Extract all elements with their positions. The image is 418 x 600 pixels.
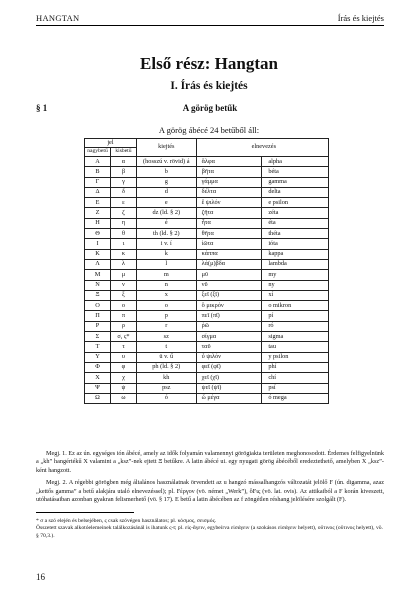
greek-name-cell: ἰῶτα bbox=[196, 239, 262, 249]
capital-letter-cell: Ζ bbox=[85, 208, 111, 218]
small-letter-cell: φ bbox=[110, 362, 136, 372]
table-row bbox=[85, 249, 329, 259]
capital-letter-cell: Δ bbox=[85, 187, 111, 197]
capital-letter-cell: Φ bbox=[85, 362, 111, 372]
pronunciation-cell: kh bbox=[136, 373, 196, 383]
small-letter-cell: ν bbox=[110, 280, 136, 290]
table-row bbox=[85, 373, 329, 383]
table-row bbox=[85, 393, 329, 403]
table-row bbox=[85, 383, 329, 393]
header-jel: jel bbox=[85, 139, 137, 148]
capital-letter-cell: Ξ bbox=[85, 290, 111, 300]
small-letter-cell: ζ bbox=[110, 208, 136, 218]
pronunciation-cell: k bbox=[136, 249, 196, 259]
greek-name-cell: χεῖ (χῖ) bbox=[196, 373, 262, 383]
section-title: A görög betűk bbox=[182, 103, 238, 113]
transliterated-name-cell: phí bbox=[262, 362, 329, 372]
table-row bbox=[85, 362, 329, 372]
transliterated-name-cell: chí bbox=[262, 373, 329, 383]
greek-name-cell: σίγμα bbox=[196, 332, 262, 342]
capital-letter-cell: Σ bbox=[85, 332, 111, 342]
capital-letter-cell: Ν bbox=[85, 280, 111, 290]
small-letter-cell: ι bbox=[110, 239, 136, 249]
pronunciation-cell: l bbox=[136, 259, 196, 269]
table-row bbox=[85, 229, 329, 239]
pronunciation-cell: é bbox=[136, 218, 196, 228]
transliterated-name-cell: my bbox=[262, 270, 329, 280]
transliterated-name-cell: psí bbox=[262, 383, 329, 393]
header-elnevezes: elnevezés bbox=[196, 139, 328, 157]
table-row bbox=[85, 239, 329, 249]
capital-letter-cell: Χ bbox=[85, 373, 111, 383]
transliterated-name-cell: théta bbox=[262, 229, 329, 239]
greek-name-cell: ἒ ψιλόν bbox=[196, 198, 262, 208]
header-right: Írás és kiejtés bbox=[337, 13, 384, 23]
small-letter-cell: ο bbox=[110, 301, 136, 311]
table-intro: A görög ábécé 24 betűből áll: bbox=[158, 125, 260, 135]
note-2: Megj. 2. A régebbi görögben még általános használatnak örvendett az u hangzó mássalhangzós változatát jelölő Ϝ (ún. digamma, azaz „kettős gamma” a betű alakjára utaló elnevezéssel); pl. Ϝέργον (vö. német „Werk”), ὄϜις (vö. lat. ovis). Az attikaiból a Ϝ korán kiveszett, utóhatásaiban azonban gyakran felismerhető (vö. § 17). E betű a latin ábécében az f zöngétlen réshang jelölésére szolgált (F). bbox=[36, 479, 384, 504]
capital-letter-cell: Ω bbox=[85, 393, 111, 403]
pronunciation-cell: ó bbox=[136, 393, 196, 403]
small-letter-cell: κ bbox=[110, 249, 136, 259]
pronunciation-cell: (hosszú v. rövid) á bbox=[136, 157, 196, 167]
small-letter-cell: λ bbox=[110, 259, 136, 269]
table-row bbox=[85, 157, 329, 167]
pronunciation-cell: n bbox=[136, 280, 196, 290]
part-title: Első rész: Hangtan bbox=[140, 54, 278, 73]
header-left: HANGTAN bbox=[36, 13, 80, 23]
small-letter-cell: χ bbox=[110, 373, 136, 383]
small-letter-cell: ε bbox=[110, 198, 136, 208]
transliterated-name-cell: y psilon bbox=[262, 352, 329, 362]
table-row bbox=[85, 270, 329, 280]
greek-name-cell: βῆτα bbox=[196, 167, 262, 177]
greek-name-cell: ἄλφα bbox=[196, 157, 262, 167]
table-row bbox=[85, 208, 329, 218]
pronunciation-cell: th (ld. § 2) bbox=[136, 229, 196, 239]
pronunciation-cell: g bbox=[136, 177, 196, 187]
greek-name-cell: ταῦ bbox=[196, 342, 262, 352]
capital-letter-cell: Β bbox=[85, 167, 111, 177]
small-letter-cell: υ bbox=[110, 352, 136, 362]
capital-letter-cell: Ε bbox=[85, 198, 111, 208]
pronunciation-cell: ü v. ű bbox=[136, 352, 196, 362]
footnote bbox=[36, 518, 384, 540]
greek-name-cell: ἦτα bbox=[196, 218, 262, 228]
transliterated-name-cell: ny bbox=[262, 280, 329, 290]
page-number: 16 bbox=[36, 572, 45, 582]
transliterated-name-cell: zéta bbox=[262, 208, 329, 218]
capital-letter-cell: Ο bbox=[85, 301, 111, 311]
pronunciation-cell: d bbox=[136, 187, 196, 197]
transliterated-name-cell: ióta bbox=[262, 239, 329, 249]
greek-name-cell: ξεῖ (ξῖ) bbox=[196, 290, 262, 300]
greek-name-cell: ῥῶ bbox=[196, 321, 262, 331]
transliterated-name-cell: alpha bbox=[262, 157, 329, 167]
header-kiejtes: kiejtés bbox=[136, 139, 196, 157]
pronunciation-cell: r bbox=[136, 321, 196, 331]
notes bbox=[36, 450, 384, 508]
capital-letter-cell: Θ bbox=[85, 229, 111, 239]
pronunciation-cell: x bbox=[136, 290, 196, 300]
capital-letter-cell: Ι bbox=[85, 239, 111, 249]
header-kisbetu: kisbetű bbox=[110, 148, 136, 157]
table-row bbox=[85, 301, 329, 311]
running-header bbox=[36, 12, 384, 26]
table-row bbox=[85, 311, 329, 321]
small-letter-cell: π bbox=[110, 311, 136, 321]
header-nagybetu: nagybetű bbox=[85, 148, 111, 157]
capital-letter-cell: Ρ bbox=[85, 321, 111, 331]
transliterated-name-cell: gamma bbox=[262, 177, 329, 187]
capital-letter-cell: Γ bbox=[85, 177, 111, 187]
small-letter-cell: τ bbox=[110, 342, 136, 352]
transliterated-name-cell: kappa bbox=[262, 249, 329, 259]
greek-name-cell: ὂ μικρόν bbox=[196, 301, 262, 311]
small-letter-cell: ρ bbox=[110, 321, 136, 331]
small-letter-cell: μ bbox=[110, 270, 136, 280]
table-row bbox=[85, 342, 329, 352]
small-letter-cell: θ bbox=[110, 229, 136, 239]
table-body bbox=[85, 157, 329, 404]
small-letter-cell: ω bbox=[110, 393, 136, 403]
greek-name-cell: νῦ bbox=[196, 280, 262, 290]
table-row bbox=[85, 332, 329, 342]
greek-name-cell: ὦ μέγα bbox=[196, 393, 262, 403]
table-row bbox=[85, 290, 329, 300]
small-letter-cell: η bbox=[110, 218, 136, 228]
pronunciation-cell: i v. í bbox=[136, 239, 196, 249]
capital-letter-cell: Ψ bbox=[85, 383, 111, 393]
greek-name-cell: λά(μ)βδα bbox=[196, 259, 262, 269]
greek-name-cell: δέλτα bbox=[196, 187, 262, 197]
transliterated-name-cell: e psilon bbox=[262, 198, 329, 208]
small-letter-cell: ξ bbox=[110, 290, 136, 300]
table-row bbox=[85, 187, 329, 197]
footnote-line-1: * σ a szó elején és belsejében, ς csak szóvégen használatos; pl. κόσμος, σεισμός. bbox=[36, 518, 217, 524]
small-letter-cell: ψ bbox=[110, 383, 136, 393]
capital-letter-cell: Η bbox=[85, 218, 111, 228]
table-row bbox=[85, 218, 329, 228]
greek-name-cell: ζῆτα bbox=[196, 208, 262, 218]
greek-name-cell: μῦ bbox=[196, 270, 262, 280]
transliterated-name-cell: éta bbox=[262, 218, 329, 228]
capital-letter-cell: Π bbox=[85, 311, 111, 321]
transliterated-name-cell: béta bbox=[262, 167, 329, 177]
capital-letter-cell: Υ bbox=[85, 352, 111, 362]
greek-name-cell: θῆτα bbox=[196, 229, 262, 239]
table-row bbox=[85, 167, 329, 177]
transliterated-name-cell: tau bbox=[262, 342, 329, 352]
small-letter-cell: δ bbox=[110, 187, 136, 197]
greek-name-cell: ὖ ψιλόν bbox=[196, 352, 262, 362]
transliterated-name-cell: lambda bbox=[262, 259, 329, 269]
capital-letter-cell: Κ bbox=[85, 249, 111, 259]
greek-alphabet-table bbox=[84, 138, 329, 404]
note-1: Megj. 1. Ez az ún. egységes ión ábécé, amely az idők folyamán valamennyi görögiakta területen meghonosodott. Érdemes felfigyelnünk a „kh” hangértékű X valamint a „ksz”-nek ejtett Ξ betűkre. A latin ábécé ui. egy nyugati görög ábécéből eredeztethető, amelyben X „ksz”-ként hangzott. bbox=[36, 450, 384, 474]
transliterated-name-cell: xí bbox=[262, 290, 329, 300]
transliterated-name-cell: ó mega bbox=[262, 393, 329, 403]
greek-name-cell: γάμμα bbox=[196, 177, 262, 187]
transliterated-name-cell: ró bbox=[262, 321, 329, 331]
pronunciation-cell: ph (ld. § 2) bbox=[136, 362, 196, 372]
pronunciation-cell: t bbox=[136, 342, 196, 352]
table-row bbox=[85, 352, 329, 362]
pronunciation-cell: sz bbox=[136, 332, 196, 342]
section-heading bbox=[36, 103, 384, 115]
table-row bbox=[85, 177, 329, 187]
greek-name-cell: κάππα bbox=[196, 249, 262, 259]
table-row bbox=[85, 280, 329, 290]
greek-name-cell: πεῖ (πῖ) bbox=[196, 311, 262, 321]
table-row bbox=[85, 198, 329, 208]
pronunciation-cell: p bbox=[136, 311, 196, 321]
transliterated-name-cell: o mikron bbox=[262, 301, 329, 311]
small-letter-cell: σ, ς* bbox=[110, 332, 136, 342]
footnote-divider bbox=[36, 512, 134, 513]
footnote-line-2: Összetett szavak alkotóelemeinek találkozásánál is ihatunk ς-t; pl. εἰς-ἄγειν, egybeírva εἰσάγειν (a szokásos εἰσάγειν helyett), οὔτινος (οὕτινος helyett), vö. § 70,3.). bbox=[36, 525, 383, 539]
small-letter-cell: β bbox=[110, 167, 136, 177]
transliterated-name-cell: delta bbox=[262, 187, 329, 197]
small-letter-cell: γ bbox=[110, 177, 136, 187]
capital-letter-cell: Λ bbox=[85, 259, 111, 269]
greek-name-cell: ψεῖ (ψῖ) bbox=[196, 383, 262, 393]
capital-letter-cell: Τ bbox=[85, 342, 111, 352]
capital-letter-cell: Α bbox=[85, 157, 111, 167]
pronunciation-cell: b bbox=[136, 167, 196, 177]
pronunciation-cell: psz bbox=[136, 383, 196, 393]
small-letter-cell: α bbox=[110, 157, 136, 167]
pronunciation-cell: o bbox=[136, 301, 196, 311]
table-row bbox=[85, 321, 329, 331]
chapter-title: I. Írás és kiejtés bbox=[170, 80, 248, 92]
section-number: § 1 bbox=[36, 103, 48, 113]
greek-name-cell: φεῖ (φῖ) bbox=[196, 362, 262, 372]
pronunciation-cell: dz (ld. § 2) bbox=[136, 208, 196, 218]
capital-letter-cell: Μ bbox=[85, 270, 111, 280]
table-row bbox=[85, 259, 329, 269]
transliterated-name-cell: sigma bbox=[262, 332, 329, 342]
pronunciation-cell: e bbox=[136, 198, 196, 208]
table-header-row bbox=[85, 139, 329, 148]
transliterated-name-cell: pí bbox=[262, 311, 329, 321]
pronunciation-cell: m bbox=[136, 270, 196, 280]
